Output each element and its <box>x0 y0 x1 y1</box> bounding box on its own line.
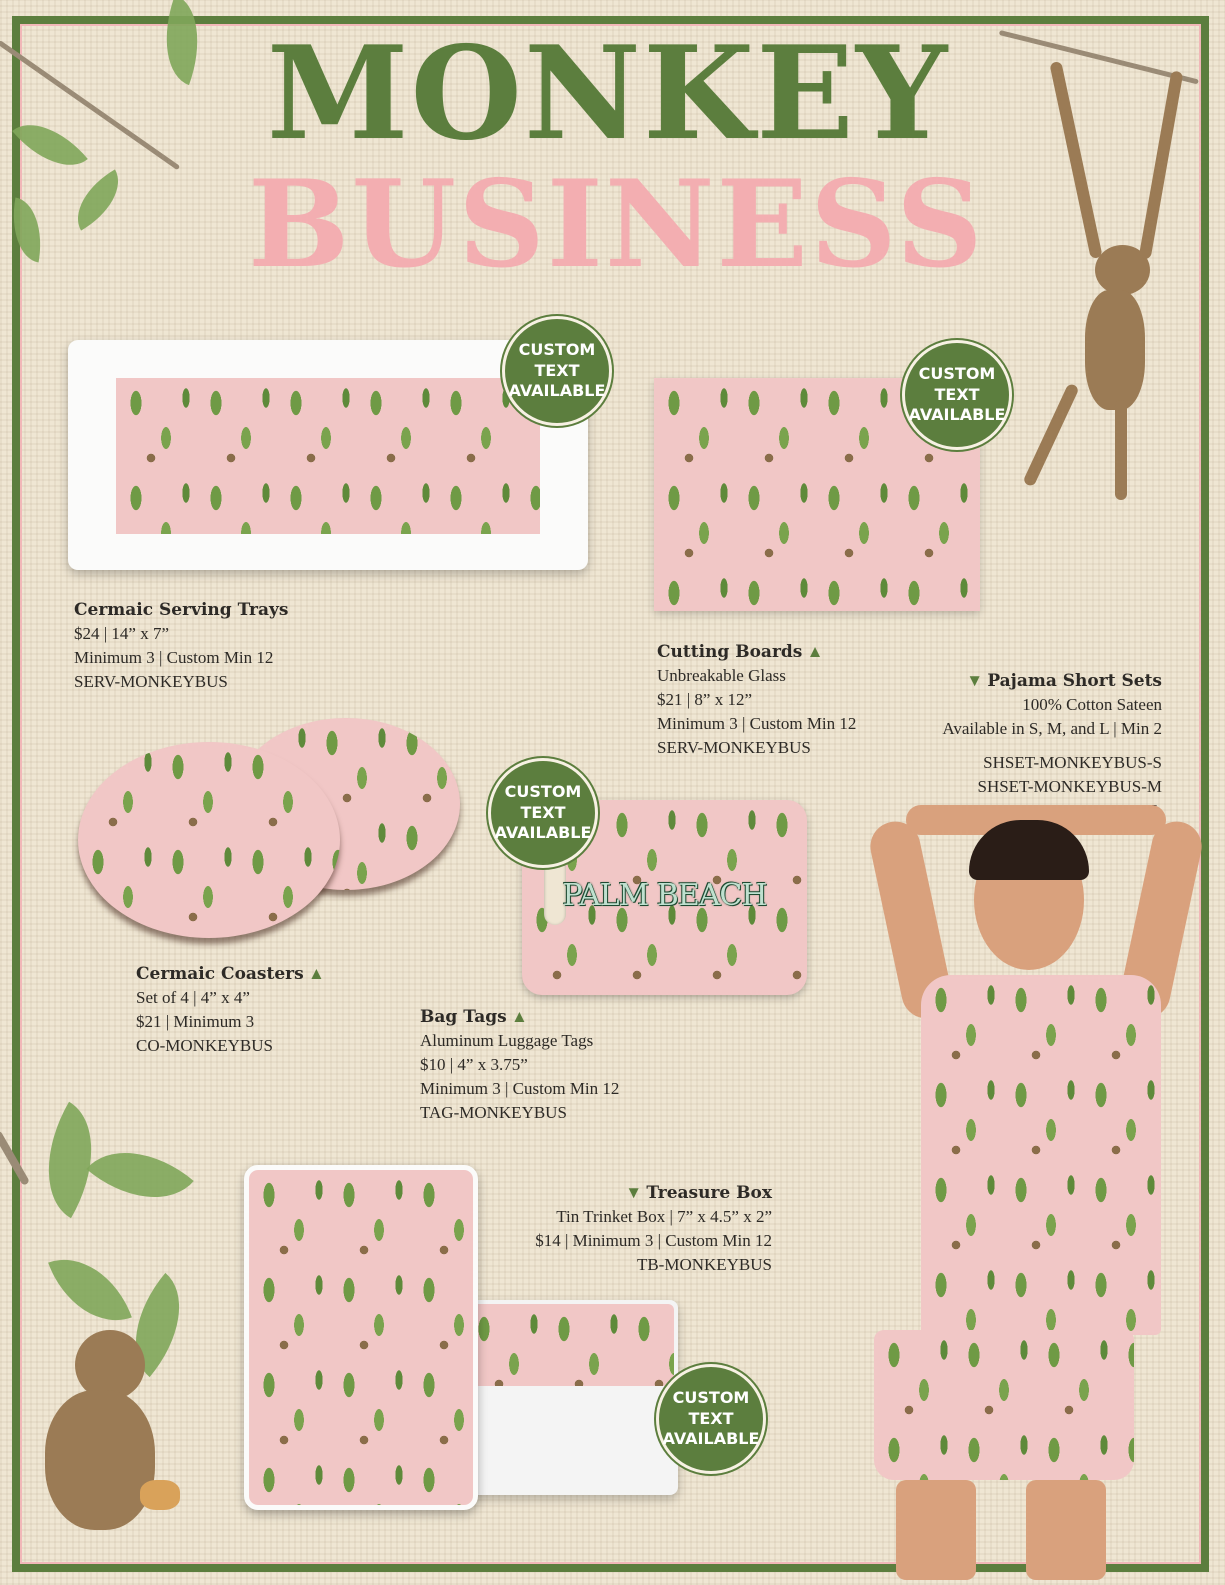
pajama-sku-s: SHSET-MONKEYBUS-S <box>983 753 1162 772</box>
tag-sku: TAG-MONKEYBUS <box>420 1103 567 1122</box>
tag-info <box>420 1005 619 1125</box>
board-sku: SERV-MONKEYBUS <box>657 738 811 757</box>
box-price: $14 | Minimum 3 | Custom Min 12 <box>535 1231 772 1250</box>
coaster-info <box>136 962 325 1058</box>
custom-text-badge: CUSTOM TEXT AVAILABLE <box>488 758 598 868</box>
coaster-title: Cermaic Coasters <box>136 964 304 984</box>
board-price: $21 | 8” x 12” <box>657 690 752 709</box>
box-material: Tin Trinket Box | 7” x 4.5” x 2” <box>556 1207 772 1226</box>
pajama-sku-m: SHSET-MONKEYBUS-M <box>977 777 1162 796</box>
coaster-price: $21 | Minimum 3 <box>136 1012 255 1031</box>
tray-price: $24 | 14” x 7” <box>74 624 169 643</box>
custom-text-badge: CUSTOM TEXT AVAILABLE <box>502 316 612 426</box>
treasure-box-base-image <box>460 1300 678 1495</box>
board-material: Unbreakable Glass <box>657 666 786 685</box>
box-sku: TB-MONKEYBUS <box>636 1255 772 1274</box>
custom-text-badge: CUSTOM TEXT AVAILABLE <box>902 340 1012 450</box>
tray-minimum: Minimum 3 | Custom Min 12 <box>74 648 274 667</box>
treasure-box-lid-image <box>244 1165 478 1510</box>
tag-material: Aluminum Luggage Tags <box>420 1031 594 1050</box>
box-info <box>470 1181 772 1277</box>
box-title: Treasure Box <box>646 1183 772 1203</box>
pajama-model-photo <box>866 790 1206 1580</box>
coaster-image <box>78 742 340 938</box>
triangle-down-icon: ▼ <box>966 671 984 690</box>
custom-text-badge: CUSTOM TEXT AVAILABLE <box>656 1364 766 1474</box>
board-minimum: Minimum 3 | Custom Min 12 <box>657 714 857 733</box>
monkey-pattern <box>116 378 540 534</box>
coaster-set: Set of 4 | 4” x 4” <box>136 988 250 1007</box>
board-info <box>657 640 856 760</box>
triangle-up-icon: ▲ <box>307 964 325 983</box>
tray-title: Cermaic Serving Trays <box>74 600 289 620</box>
title-business: BUSINESS <box>248 154 985 295</box>
tag-custom-text: PALM BEACH <box>562 878 767 913</box>
tag-price: $10 | 4” x 3.75” <box>420 1055 528 1074</box>
pajama-material: 100% Cotton Sateen <box>1022 695 1162 714</box>
tag-title: Bag Tags <box>420 1007 507 1027</box>
triangle-up-icon: ▲ <box>806 642 824 661</box>
tray-info <box>74 598 288 694</box>
board-title: Cutting Boards <box>657 642 803 662</box>
title-monkey: MONKEY <box>266 19 950 169</box>
monkey-pattern <box>464 1304 674 1386</box>
tray-sku: SERV-MONKEYBUS <box>74 672 228 691</box>
pajama-sizes: Available in S, M, and L | Min 2 <box>942 719 1162 738</box>
pajama-title: Pajama Short Sets <box>987 671 1162 691</box>
triangle-up-icon: ▲ <box>510 1007 528 1026</box>
triangle-down-icon: ▼ <box>625 1183 643 1202</box>
tag-minimum: Minimum 3 | Custom Min 12 <box>420 1079 620 1098</box>
coaster-sku: CO-MONKEYBUS <box>136 1036 273 1055</box>
